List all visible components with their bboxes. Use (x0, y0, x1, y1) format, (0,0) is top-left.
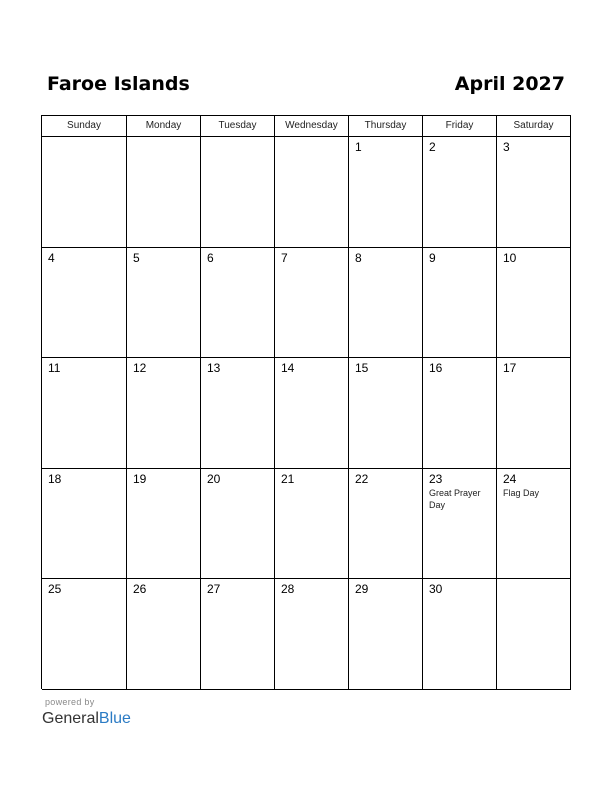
week-row (42, 248, 571, 359)
day-number: 8 (355, 250, 362, 265)
day-number: 25 (48, 582, 62, 597)
weekday-sunday: Sunday (42, 116, 127, 137)
day-number: 6 (207, 250, 214, 265)
day-number: 16 (429, 361, 443, 376)
day-number: 27 (207, 582, 221, 597)
day-cell (275, 137, 349, 248)
holiday-label: Great Prayer Day (429, 487, 481, 510)
country-title: Faroe Islands (47, 73, 190, 95)
day-number: 18 (48, 471, 62, 486)
day-cell (127, 248, 201, 359)
powered-by-text: powered by (45, 697, 95, 707)
month-year-title: April 2027 (454, 73, 565, 95)
day-cell (497, 469, 571, 580)
day-cell (201, 248, 275, 359)
day-cell (127, 579, 201, 690)
day-number: 10 (503, 250, 517, 265)
day-number: 19 (133, 471, 147, 486)
day-cell (349, 358, 423, 469)
day-number: 11 (48, 361, 61, 376)
day-cell (349, 137, 423, 248)
day-cell (497, 358, 571, 469)
day-cell (127, 358, 201, 469)
day-number: 13 (207, 361, 221, 376)
day-cell (275, 579, 349, 690)
day-cell (423, 579, 497, 690)
day-number: 1 (355, 140, 362, 154)
day-number: 20 (207, 471, 221, 486)
day-cell (42, 579, 127, 690)
day-number: 26 (133, 582, 147, 597)
day-number: 15 (355, 361, 369, 376)
week-row (42, 137, 571, 248)
weekday-tuesday: Tuesday (201, 116, 275, 137)
day-cell (201, 137, 275, 248)
weekday-thursday: Thursday (349, 116, 423, 137)
day-cell (127, 137, 201, 248)
day-cell (201, 579, 275, 690)
day-cell (275, 469, 349, 580)
day-number: 12 (133, 361, 147, 376)
week-row (42, 469, 571, 580)
calendar-grid (41, 115, 571, 689)
day-number: 24 (503, 471, 517, 486)
weekday-monday: Monday (127, 116, 201, 137)
day-number: 22 (355, 471, 369, 486)
weekday-header-row (42, 116, 571, 137)
weeks-container (42, 137, 571, 690)
brand-general-text: General (42, 710, 99, 727)
day-number: 9 (429, 250, 436, 265)
day-cell (42, 469, 127, 580)
weekday-friday: Friday (423, 116, 497, 137)
brand-blue-text: Blue (98, 710, 131, 727)
day-cell (423, 358, 497, 469)
day-number: 4 (48, 250, 55, 265)
day-cell (201, 469, 275, 580)
day-number: 29 (355, 582, 369, 597)
day-number: 21 (281, 471, 295, 486)
week-row (42, 358, 571, 469)
day-cell (497, 579, 571, 690)
day-number: 14 (281, 361, 295, 376)
day-cell (275, 358, 349, 469)
holiday-label: Flag Day (503, 487, 540, 498)
day-number: 7 (281, 250, 288, 265)
day-cell (42, 358, 127, 469)
day-cell (127, 469, 201, 580)
day-cell (423, 248, 497, 359)
day-number: 3 (503, 140, 510, 154)
day-number: 17 (503, 361, 517, 376)
day-number: 2 (429, 140, 436, 154)
day-number: 28 (281, 582, 295, 597)
day-cell (497, 137, 571, 248)
day-cell (349, 248, 423, 359)
day-cell (349, 469, 423, 580)
day-cell (42, 248, 127, 359)
day-cell (349, 579, 423, 690)
brand-logo (42, 709, 131, 729)
footer-branding (42, 697, 131, 729)
day-number: 30 (429, 582, 443, 597)
day-cell (497, 248, 571, 359)
weekday-wednesday: Wednesday (275, 116, 349, 137)
day-number: 5 (133, 250, 140, 265)
weekday-saturday: Saturday (497, 116, 571, 137)
day-cell (42, 137, 127, 248)
day-cell (275, 248, 349, 359)
week-row (42, 579, 571, 690)
day-cell (201, 358, 275, 469)
day-number: 23 (429, 471, 443, 486)
day-cell (423, 137, 497, 248)
day-cell (423, 469, 497, 580)
